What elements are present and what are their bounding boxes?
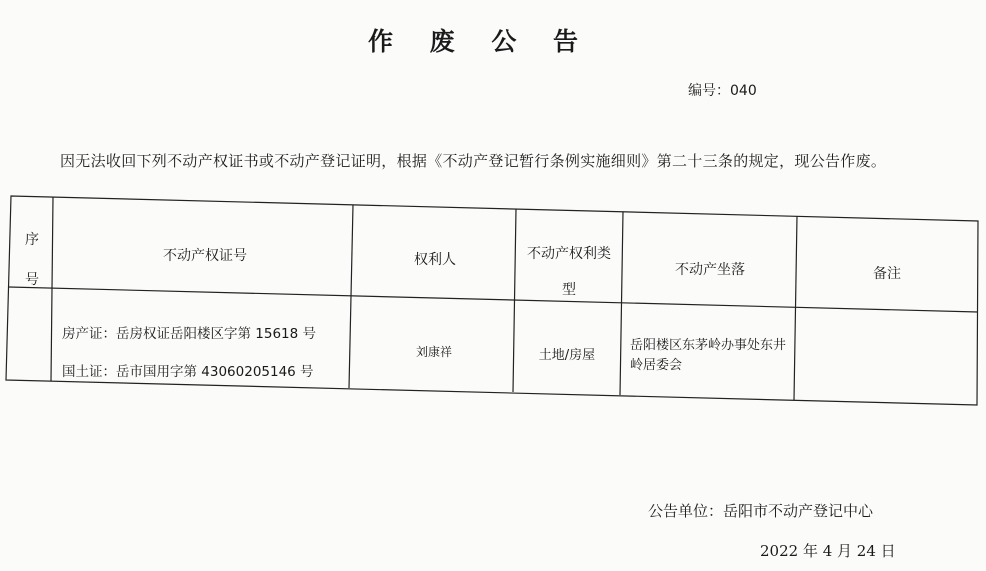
header-cert-no: 不动产权证号 [163, 248, 247, 264]
header-right-type-line2: 型 [562, 282, 576, 298]
cell-owner: 刘康祥 [415, 345, 452, 359]
issue-date: 2022 年 4 月 24 日 [760, 542, 896, 560]
cell-cert-no [62, 315, 350, 391]
cell-location [630, 336, 798, 376]
cell-location-line2: 岭居委会 [630, 358, 683, 373]
header-remarks: 备注 [873, 266, 901, 282]
header-divider [9, 287, 978, 312]
header-seq-line1: 序 [25, 232, 39, 248]
header-right-type-line1: 不动产权利类 [527, 246, 611, 262]
cell-cert-line2: 国土证：岳市国用字第 43060205146 号 [62, 364, 314, 380]
col-divider-1 [51, 197, 53, 381]
cell-right-type: 土地/房屋 [538, 348, 596, 363]
cell-location-line1: 岳阳楼区东茅岭办事处东井 [630, 338, 787, 353]
issuer-line: 公告单位：岳阳市不动产登记中心 [648, 502, 874, 520]
header-owner: 权利人 [414, 252, 456, 268]
cell-cert-line1: 房产证：岳房权证岳阳楼区字第 15618 号 [62, 326, 317, 342]
notice-paragraph: 因无法收回下列不动产权证书或不动产登记证明，根据《不动产登记暂行条例实施细则》第二十三条的规定，现公告作废。 [60, 152, 887, 170]
header-seq-line2: 号 [25, 272, 39, 288]
header-seq [18, 220, 46, 300]
notice-title: 作 废 公 告 [367, 27, 593, 56]
header-location: 不动产坐落 [675, 262, 745, 278]
document-number: 编号：040 [688, 83, 757, 99]
header-right-type [517, 236, 621, 308]
